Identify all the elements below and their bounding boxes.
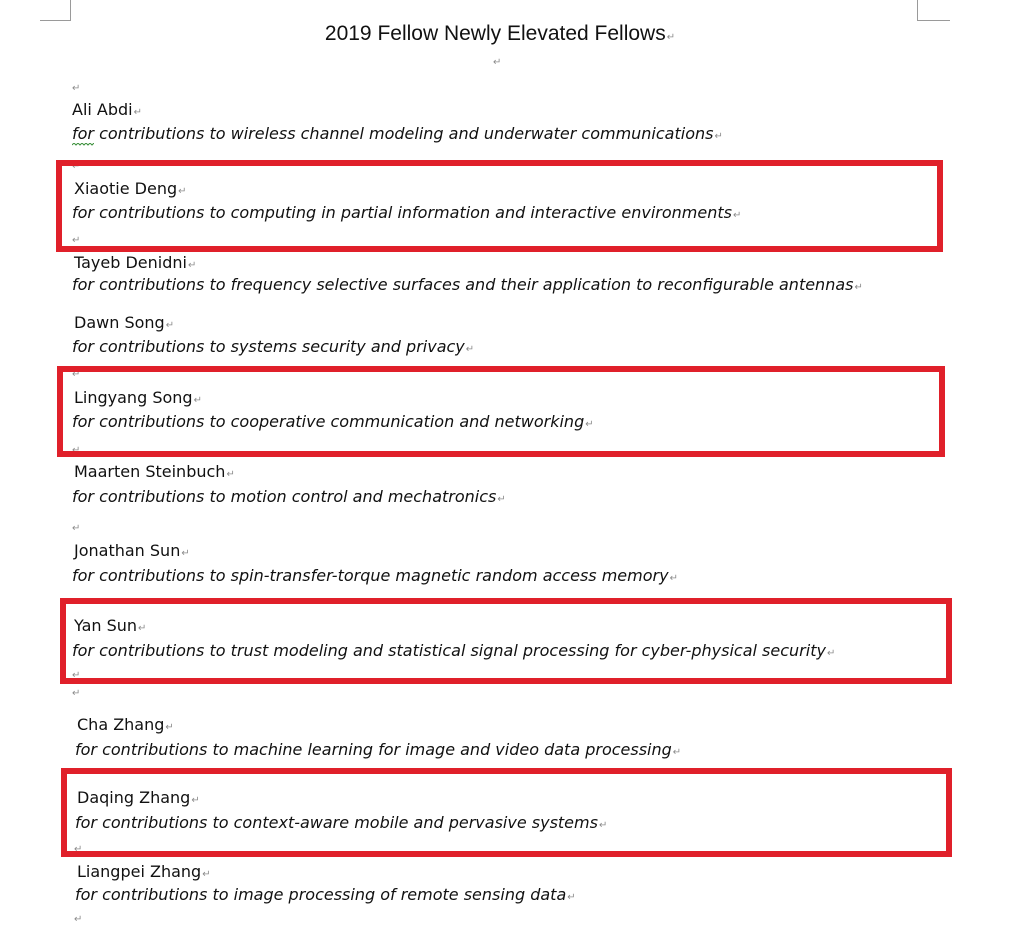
paragraph-mark: ↵ (72, 161, 81, 172)
paragraph-mark: ↵ (72, 523, 81, 534)
highlight-box (61, 768, 952, 857)
paragraph-mark: ↵ (74, 914, 83, 925)
fellow-citation: for contributions to spin-transfer-torque magnetic random access memory↵ (72, 566, 678, 585)
fellow-citation: for contributions to cooperative communication and networking↵ (72, 412, 594, 431)
fellow-citation: for contributions to machine learning for image and video data processing↵ (75, 740, 682, 759)
paragraph-mark: ↵ (72, 688, 81, 699)
fellow-name: Tayeb Denidni↵ (74, 253, 197, 272)
fellow-citation: for contributions to context-aware mobile and pervasive systems↵ (75, 813, 608, 832)
highlight-box (60, 598, 952, 684)
fellow-citation: for contributions to wireless channel modeling and underwater communications↵ (72, 124, 723, 143)
fellow-citation: for contributions to frequency selective surfaces and their application to reconfigurable antennas↵ (72, 275, 863, 294)
fellow-name: Yan Sun↵ (74, 616, 147, 635)
fellow-name: Lingyang Song↵ (74, 388, 202, 407)
paragraph-mark: ↵ (493, 57, 502, 68)
document-title (0, 22, 1000, 46)
fellow-name: Daqing Zhang↵ (77, 788, 200, 807)
paragraph-mark: ↵ (72, 369, 81, 380)
highlight-box (56, 160, 943, 252)
paragraph-mark: ↵ (72, 235, 81, 246)
fellow-name: Xiaotie Deng↵ (74, 179, 187, 198)
paragraph-mark: ↵ (72, 83, 81, 94)
paragraph-mark: ↵ (72, 670, 81, 681)
fellow-name: Maarten Steinbuch↵ (74, 462, 235, 481)
paragraph-mark: ↵ (74, 844, 83, 855)
fellow-citation: for contributions to image processing of remote sensing data↵ (75, 885, 576, 904)
fellow-name: Cha Zhang↵ (77, 715, 174, 734)
paragraph-mark: ↵ (72, 445, 81, 456)
document-title-text: 2019 Fellow Newly Elevated Fellows (324, 22, 666, 45)
highlight-box (57, 366, 945, 457)
spelling-squiggle (72, 143, 94, 146)
fellow-name: Ali Abdi↵ (72, 100, 143, 119)
top-right-crop-mark (917, 0, 950, 21)
fellow-citation: for contributions to trust modeling and statistical signal processing for cyber-physical security↵ (72, 641, 836, 660)
fellow-citation: for contributions to systems security and privacy↵ (72, 337, 475, 356)
top-left-crop-mark (40, 0, 71, 21)
fellow-citation: for contributions to computing in partial information and interactive environments↵ (72, 203, 742, 222)
fellow-citation: for contributions to motion control and mechatronics↵ (72, 487, 506, 506)
fellow-name: Jonathan Sun↵ (74, 541, 190, 560)
fellow-name: Liangpei Zhang↵ (77, 862, 211, 881)
fellow-name: Dawn Song↵ (74, 313, 175, 332)
paragraph-mark: ↵ (666, 32, 676, 43)
